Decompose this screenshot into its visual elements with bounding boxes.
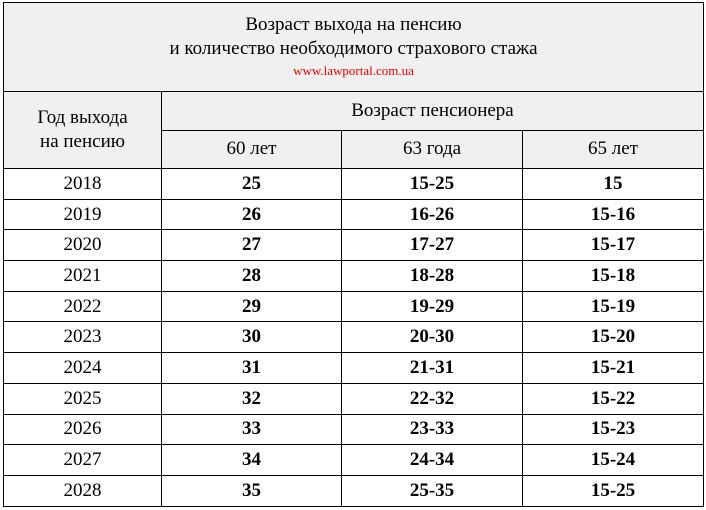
- value-cell-65: 15-23: [523, 414, 704, 445]
- age-header-60: 60 лет: [162, 130, 342, 169]
- table-row: [4, 291, 704, 322]
- value-cell-60: 29: [162, 291, 342, 322]
- value-cell-60: 30: [162, 322, 342, 353]
- value-cell-63: 19-29: [342, 291, 523, 322]
- year-cell: 2023: [4, 322, 162, 353]
- year-cell: 2028: [4, 475, 162, 506]
- value-cell-65: 15-19: [523, 291, 704, 322]
- table-row: [4, 414, 704, 445]
- year-cell: 2027: [4, 445, 162, 476]
- value-cell-63: 22-32: [342, 383, 523, 414]
- value-cell-60: 28: [162, 261, 342, 292]
- year-cell: 2018: [4, 169, 162, 200]
- value-cell-65: 15-16: [523, 199, 704, 230]
- value-cell-65: 15-18: [523, 261, 704, 292]
- year-cell: 2026: [4, 414, 162, 445]
- value-cell-63: 16-26: [342, 199, 523, 230]
- table-row: [4, 199, 704, 230]
- value-cell-65: 15-24: [523, 445, 704, 476]
- pension-table: [3, 2, 704, 507]
- value-cell-60: 32: [162, 383, 342, 414]
- age-header-63: 63 года: [342, 130, 523, 169]
- year-cell: 2025: [4, 383, 162, 414]
- source-url: www.lawportal.com.ua: [293, 63, 414, 78]
- value-cell-63: 17-27: [342, 230, 523, 261]
- year-cell: 2022: [4, 291, 162, 322]
- title-line-2: и количество необходимого страхового стажа: [169, 38, 538, 59]
- value-cell-60: 26: [162, 199, 342, 230]
- value-cell-65: 15: [523, 169, 704, 200]
- value-cell-63: 25-35: [342, 475, 523, 506]
- value-cell-63: 18-28: [342, 261, 523, 292]
- table-row: [4, 261, 704, 292]
- year-cell: 2024: [4, 353, 162, 384]
- value-cell-63: 23-33: [342, 414, 523, 445]
- table-row: [4, 230, 704, 261]
- table-row: [4, 383, 704, 414]
- table-row: [4, 169, 704, 200]
- table-row: [4, 322, 704, 353]
- value-cell-65: 15-22: [523, 383, 704, 414]
- value-cell-63: 24-34: [342, 445, 523, 476]
- value-cell-65: 15-21: [523, 353, 704, 384]
- age-header-65: 65 лет: [523, 130, 704, 169]
- table-row: [4, 475, 704, 506]
- table-title: [4, 3, 704, 92]
- value-cell-65: 15-17: [523, 230, 704, 261]
- value-cell-60: 25: [162, 169, 342, 200]
- value-cell-60: 34: [162, 445, 342, 476]
- year-cell: 2020: [4, 230, 162, 261]
- title-line-1: Возраст выхода на пенсию: [245, 14, 462, 35]
- value-cell-60: 35: [162, 475, 342, 506]
- value-cell-63: 21-31: [342, 353, 523, 384]
- age-group-header: Возраст пенсионера: [162, 92, 704, 131]
- table-row: [4, 445, 704, 476]
- value-cell-65: 15-20: [523, 322, 704, 353]
- value-cell-63: 15-25: [342, 169, 523, 200]
- value-cell-60: 27: [162, 230, 342, 261]
- year-cell: 2019: [4, 199, 162, 230]
- value-cell-65: 15-25: [523, 475, 704, 506]
- table-row: [4, 353, 704, 384]
- value-cell-60: 33: [162, 414, 342, 445]
- value-cell-63: 20-30: [342, 322, 523, 353]
- year-cell: 2021: [4, 261, 162, 292]
- year-column-header: Год выхода на пенсию: [4, 92, 162, 169]
- value-cell-60: 31: [162, 353, 342, 384]
